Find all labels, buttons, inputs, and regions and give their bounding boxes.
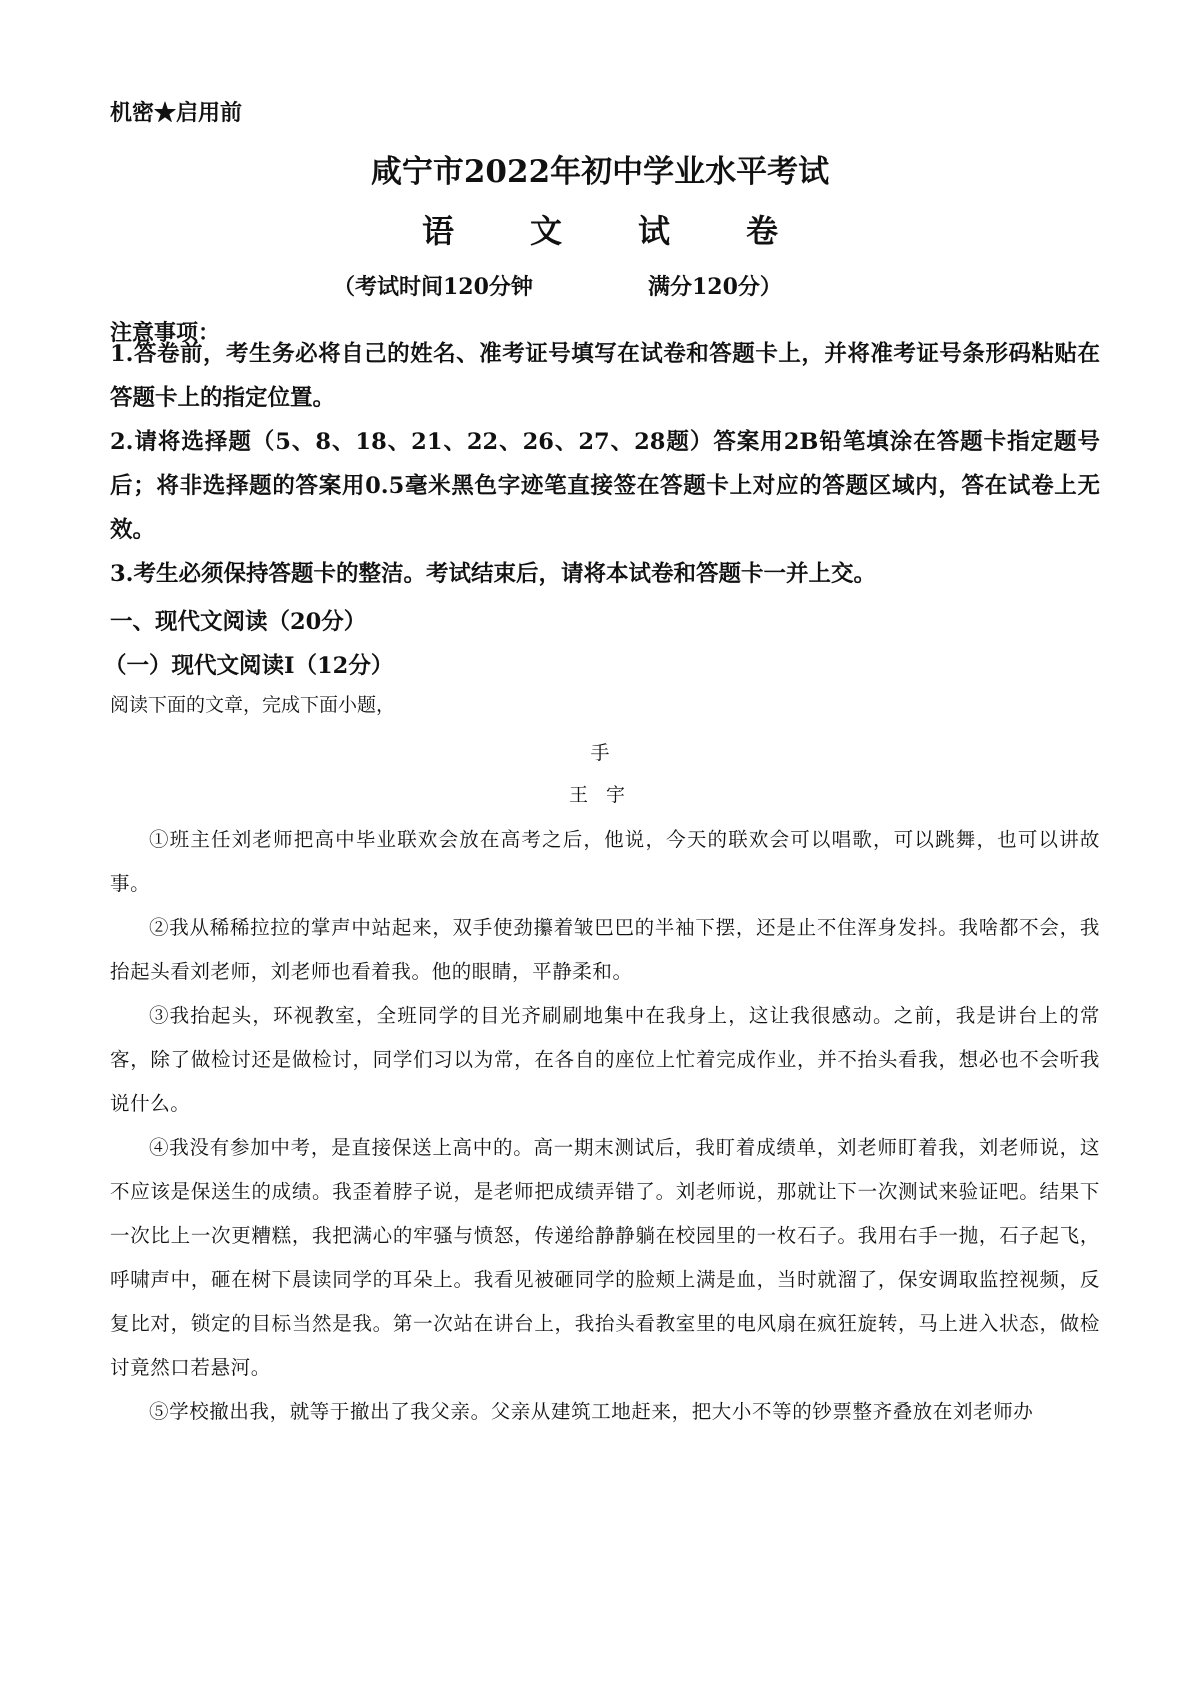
exam-time: （考试时间120分钟 bbox=[333, 274, 533, 300]
subject-char: 试 bbox=[638, 212, 671, 250]
article-paragraph: ①班主任刘老师把高中毕业联欢会放在高考之后，他说，今天的联欢会可以唱歌，可以跳舞，也可以讲故事。 bbox=[110, 828, 1100, 895]
article-paragraph: ③我抬起头，环视教室，全班同学的目光齐刷刷地集中在我身上，这让我很感动。之前，我是讲台上的常客，除了做检讨还是做检讨，同学们习以为常，在各自的座位上忙着完成作业，并不抬头看我，想必也不会听我说什么。 bbox=[110, 1004, 1100, 1115]
article-paragraph: ⑤学校撤出我，就等于撤出了我父亲。父亲从建筑工地赶来，把大小不等的钞票整齐叠放在刘老师办 bbox=[149, 1400, 1034, 1423]
subsection-heading: （一）现代文阅读Ⅰ（12分） bbox=[104, 653, 394, 679]
article-author: 王 宇 bbox=[568, 784, 632, 806]
notice-item: 1.答卷前，考生务必将自己的姓名、准考证号填写在试卷和答题卡上，并将准考证号条形码粘贴在答题卡上的指定位置。 bbox=[110, 341, 1100, 411]
exam-title: 咸宁市2022年初中学业水平考试 bbox=[370, 154, 830, 190]
notice-heading: 注意事项： bbox=[110, 320, 221, 346]
article-paragraph: ②我从稀稀拉拉的掌声中站起来，双手使劲攥着皱巴巴的半袖下摆，还是止不住浑身发抖。我啥都不会，我抬起头看刘老师，刘老师也看着我。他的眼睛，平静柔和。 bbox=[110, 916, 1100, 983]
subject-title bbox=[0, 206, 1200, 252]
article-title: 手 bbox=[590, 742, 610, 764]
section-heading: 一、现代文阅读（20分） bbox=[110, 609, 367, 635]
article-paragraph: ④我没有参加中考，是直接保送上高中的。高一期末测试后，我盯着成绩单，刘老师盯着我，刘老师说，这不应该是保送生的成绩。我歪着脖子说，是老师把成绩弄错了。刘老师说，那就让下一次测试来验证吧。结果下一次比上一次更糟糕，我把满心的牢骚与愤怒，传递给静静躺在校园里的一枚石子。我用右手一抛，石子起飞，呼啸声中，砸在树下晨读同学的耳朵上。我看见被砸同学的脸颊上满是血，当时就溜了，保安调取监控视频，反复比对，锁定的目标当然是我。第一次站在讲台上，我抬头看教室里的电风扇在疯狂旋转，马上进入状态，做检讨竟然口若悬河。 bbox=[110, 1136, 1100, 1379]
subject-char: 卷 bbox=[746, 212, 779, 250]
exam-score: 满分120分） bbox=[648, 274, 782, 300]
subject-char: 语 bbox=[421, 212, 454, 250]
subject-char: 文 bbox=[529, 212, 562, 250]
confidential-label: 机密★启用前 bbox=[110, 100, 243, 126]
reading-instruction: 阅读下面的文章，完成下面小题， bbox=[110, 694, 396, 716]
notice-item: 3.考生必须保持答题卡的整洁。考试结束后，请将本试卷和答题卡一并上交。 bbox=[110, 561, 876, 587]
notice-item: 2.请将选择题（5、8、18、21、22、26、27、28题）答案用2B铅笔填涂在答题卡指定题号后；将非选择题的答案用0.5毫米黑色字迹笔直接签在答题卡上对应的答题区域内，答在试卷上无效。 bbox=[110, 429, 1100, 543]
